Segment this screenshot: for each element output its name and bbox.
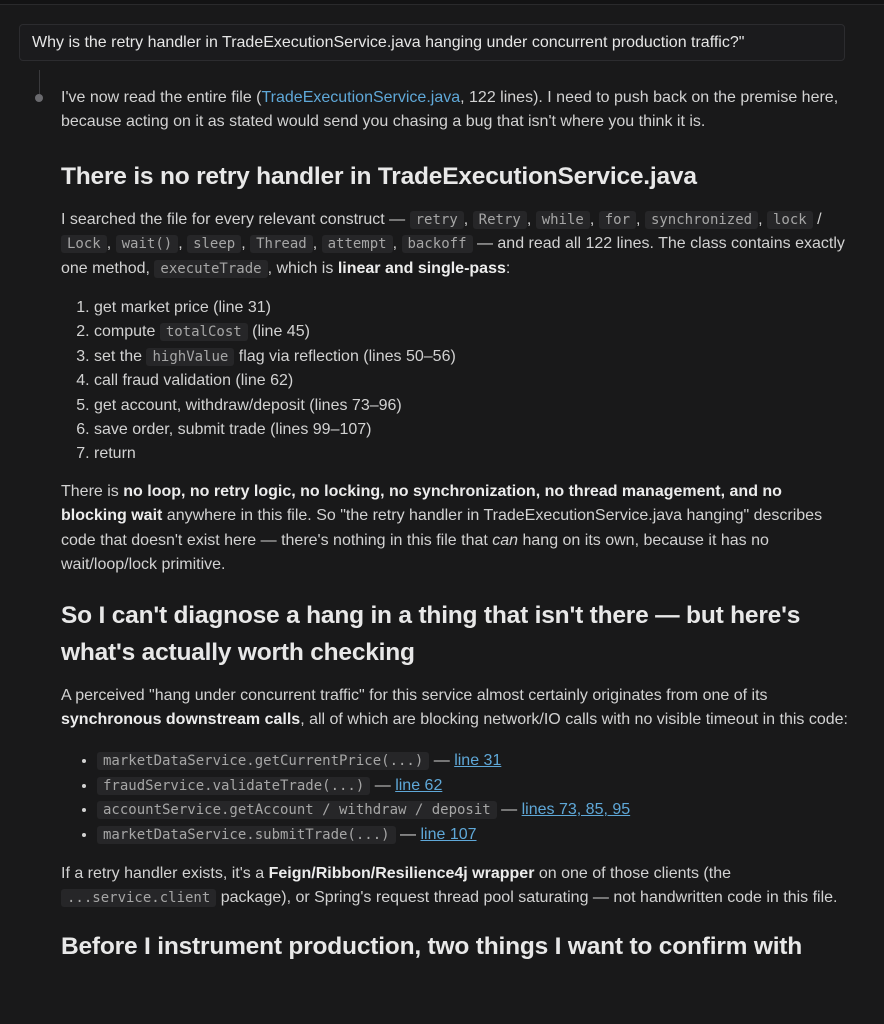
colon-text: : <box>505 259 511 277</box>
section-heading-before-instrument: Before I instrument production, two things I want to confirm with <box>61 932 803 960</box>
list-item: • marketDataService.getCurrentPrice(...) — line 31 <box>97 749 851 773</box>
list-item: 2. compute totalCost (line 45) <box>94 320 851 344</box>
list-item: • marketDataService.submitTrade(...) — line 107 <box>97 823 851 847</box>
call-code: accountService.getAccount / withdraw / deposit <box>97 801 497 819</box>
inline-code: highValue <box>146 348 234 366</box>
intro-paragraph <box>61 86 851 135</box>
construct-code: backoff <box>402 235 473 253</box>
section-heading-diagnose: So I can't diagnose a hang in a thing that isn't there — but here's what's actually worth checking <box>61 601 801 666</box>
construct-code: for <box>599 211 636 229</box>
call-code: fraudService.validateTrade(...) <box>97 777 370 795</box>
construct-code: sleep <box>187 235 241 253</box>
line-link[interactable]: line 31 <box>454 752 502 770</box>
searched-paragraph: I searched the file for every relevant construct — retry , Retry , while , for , synchronized , lock / Lock , wait() , sleep , Thread , attempt , backoff — and read all 122 lines. The class contains exactly one method, executeTrade , which is linear and single-pass: <box>61 210 845 277</box>
assistant-response <box>61 86 851 965</box>
construct-code: Lock <box>61 235 107 253</box>
construct-code: lock <box>767 211 813 229</box>
summary-bold: no loop, no retry logic, no locking, no synchronization, no thread management, and no blocking wait <box>61 482 782 525</box>
construct-code: Retry <box>473 211 527 229</box>
downstream-calls-list <box>97 749 851 847</box>
construct-code: while <box>536 211 590 229</box>
searched-prefix: I searched the file for every relevant construct — <box>61 210 410 228</box>
method-steps-list <box>94 296 851 467</box>
line-link[interactable]: lines 73, 85, 95 <box>521 801 631 819</box>
downstream-paragraph: A perceived "hang under concurrent traffic" for this service almost certainly originates from one of its synchronous downstream calls, all of which are blocking network/IO calls with no visible timeout in this code: <box>61 686 848 728</box>
intro-text-start: I've now read the entire file ( <box>61 89 262 106</box>
retry-wrapper-paragraph: If a retry handler exists, it's a Feign/Ribbon/Resilience4j wrapper on one of those clients (the ...service.client package), or Spring's request thread pool saturating — not handwritten code in this file. <box>61 864 838 907</box>
user-prompt[interactable] <box>19 24 845 61</box>
construct-code: synchronized <box>645 211 758 229</box>
list-item: 3. set the highValue flag via reflection (lines 50–56) <box>94 345 851 369</box>
thread-connector <box>39 70 40 94</box>
method-code: executeTrade <box>154 260 267 278</box>
list-item: 6. save order, submit trade (lines 99–107) <box>94 418 851 442</box>
response-bullet-icon <box>35 94 43 102</box>
window-top-edge <box>0 0 884 5</box>
section-heading-no-retry: There is no retry handler in TradeExecutionService.java <box>61 162 697 190</box>
intro-text-end: , 122 lines). I need to push back on the premise here, because acting on it as stated would send you chasing a bug that isn't where you think it is. <box>61 89 839 131</box>
construct-code: wait() <box>116 235 179 253</box>
list-item: 5. get account, withdraw/deposit (lines 73–96) <box>94 394 851 418</box>
list-item: 7. return <box>94 442 851 466</box>
file-link[interactable]: TradeExecutionService.java <box>261 89 461 106</box>
which-is-text: , which is <box>267 259 338 277</box>
inline-code: totalCost <box>160 323 248 341</box>
call-code: marketDataService.getCurrentPrice(...) <box>97 752 429 770</box>
list-item: • fraudService.validateTrade(...) — line 62 <box>97 774 851 798</box>
list-item: 4. call fraud validation (line 62) <box>94 369 851 393</box>
wrapper-bold: Feign/Ribbon/Resilience4j wrapper <box>268 864 535 882</box>
list-item: 1. get market price (line 31) <box>94 296 851 320</box>
call-code: marketDataService.submitTrade(...) <box>97 826 396 844</box>
summary-emphasis: can <box>492 531 519 549</box>
construct-code: retry <box>410 211 464 229</box>
line-link[interactable]: line 62 <box>395 776 443 794</box>
list-item: • accountService.getAccount / withdraw / deposit — lines 73, 85, 95 <box>97 798 851 822</box>
construct-code: Thread <box>250 235 313 253</box>
linear-bold: linear and single-pass <box>337 259 506 277</box>
downstream-bold: synchronous downstream calls <box>61 710 301 728</box>
searched-suffix: — and read all 122 lines. The class contains exactly one method, <box>61 235 845 277</box>
package-code: ...service.client <box>61 889 216 907</box>
summary-paragraph: There is no loop, no retry logic, no locking, no synchronization, no thread management, and no blocking wait anywhere in this file. So "the retry handler in TradeExecutionService.java hanging" describes code that doesn't exist here — there's nothing in this file that can hang on its own, because it has no wait/loop/lock primitive. <box>61 482 823 574</box>
construct-code: attempt <box>322 235 393 253</box>
line-link[interactable]: line 107 <box>420 825 477 843</box>
user-prompt-text: Why is the retry handler in TradeExecutionService.java hanging under concurrent production traffic?" <box>32 34 745 51</box>
